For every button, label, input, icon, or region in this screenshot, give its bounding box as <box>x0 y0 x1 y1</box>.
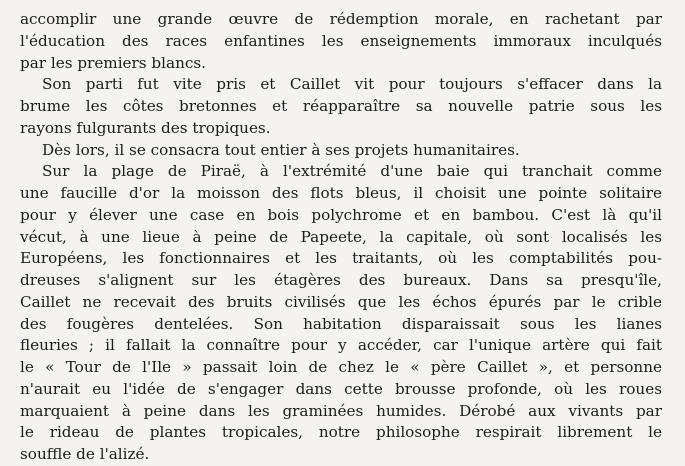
paragraph <box>20 161 662 466</box>
text-line: Dès lors, il se consacra tout entier à ses projets humanitaires. <box>42 140 520 159</box>
text-line: brume les côtes bretonnes et réapparaître sa nouvelle patrie sous les <box>20 97 662 115</box>
text-line: Sur la plage de Piraë, à l'extrémité d'une baie qui tranchait comme <box>42 162 662 181</box>
text-line: marquaient à peine dans les graminées humides. Dérobé aux vivants par <box>20 401 662 420</box>
text-line: pour y élever une case en bois polychrome et en bambou. C'est là qu'il <box>20 205 662 224</box>
text-line: dreuses s'alignent sur les étagères des bureaux. Dans sa presqu'île, <box>20 271 662 289</box>
text-line: Européens, les fonctionnaires et les traitants, où les comptabilités pou- <box>20 249 662 268</box>
paragraph <box>20 140 662 162</box>
text-line: le « Tour de l'Ile » passait loin de chez le « père Caillet », et personne <box>20 358 662 376</box>
text-line: le rideau de plantes tropicales, notre philosophe respirait librement le <box>20 423 662 442</box>
paragraph <box>20 9 662 74</box>
text-line: Caillet ne recevait des bruits civilisés que les échos épurés par le crible <box>20 292 662 311</box>
body-text <box>20 9 662 466</box>
text-line: fleuries ; il fallait la connaître pour y accéder, car l'unique artère qui fait <box>20 336 662 355</box>
text-line: accomplir une grande œuvre de rédemption morale, en rachetant par <box>20 10 662 28</box>
paragraph <box>20 74 662 139</box>
text-line: une faucille d'or la moisson des flots bleus, il choisit une pointe solitaire <box>20 184 662 202</box>
text-line: l'éducation des races enfantines les enseignements immoraux inculqués <box>20 31 662 50</box>
text-line: Son parti fut vite pris et Caillet vit pour toujours s'effacer dans la <box>42 75 662 94</box>
text-line: des fougères dentelées. Son habitation disparaissait sous les lianes <box>20 314 662 333</box>
text-line: rayons fulgurants des tropiques. <box>20 118 271 137</box>
text-line: souffle de l'alizé. <box>20 445 150 463</box>
text-line: vécut, à une lieue à peine de Papeete, la capitale, où sont localisés les <box>20 227 662 246</box>
text-line: n'aurait eu l'idée de s'engager dans cette brousse profonde, où les roues <box>20 379 662 398</box>
text-line: par les premiers blancs. <box>20 53 206 72</box>
